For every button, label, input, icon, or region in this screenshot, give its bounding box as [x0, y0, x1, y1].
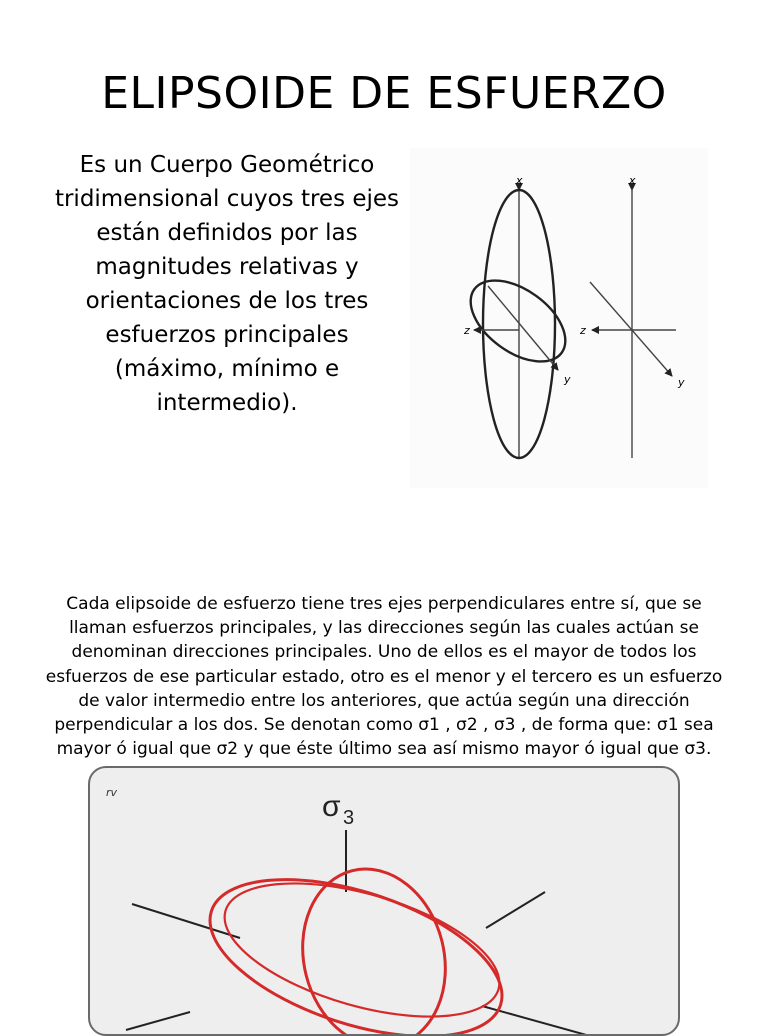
y-label-left: y [564, 373, 571, 386]
right-axis [486, 892, 545, 928]
x-label-left: x [516, 174, 523, 187]
sigma-symbol: σ [322, 790, 341, 823]
z-label-left: z [464, 324, 470, 337]
corner-label: rv [106, 786, 118, 799]
z-label-right: z [580, 324, 586, 337]
explanation-paragraph: Cada elipsoide de esfuerzo tiene tres ejes perpendiculares entre sí, que se llaman esfuerzos principales, y las direcciones según las cuales actúan se denominan direcciones principales. Uno de ellos es el mayor de todos los esfuerzos de ese particular estado, otro es el menor y el tercero es un esfuerzo de valor intermedio entre los anteriores, que actúa según una dirección perpendicular a los dos. Se denotan como σ1 , σ2 , σ3 , de forma que: σ1 sea mayor ó igual que σ2 y que éste último sea así mismo mayor ó igual que σ3. [45, 594, 723, 760]
x-label-right: x [629, 174, 636, 187]
sigma-index: 3 [343, 807, 355, 829]
ellipsoid-axes-svg [410, 148, 708, 488]
intro-paragraph: Es un Cuerpo Geométrico tridimensional cuyos tres ejes están definidos por las magnitudes relativas y orientaciones de los tres esfuerzos principales (máximo, mínimo e intermedio). [54, 152, 400, 416]
sigma-ellipsoid-svg [90, 768, 678, 1034]
sigma-ellipsoid-figure [88, 766, 680, 1036]
page-title: ELIPSOIDE DE ESFUERZO [101, 68, 667, 119]
lower-left-axis [126, 1012, 190, 1030]
y-label-right: y [678, 376, 685, 389]
red-ellipsoid [191, 848, 521, 1034]
stress-ellipsoid-diagram [410, 148, 708, 488]
y-axis-right [590, 282, 672, 376]
